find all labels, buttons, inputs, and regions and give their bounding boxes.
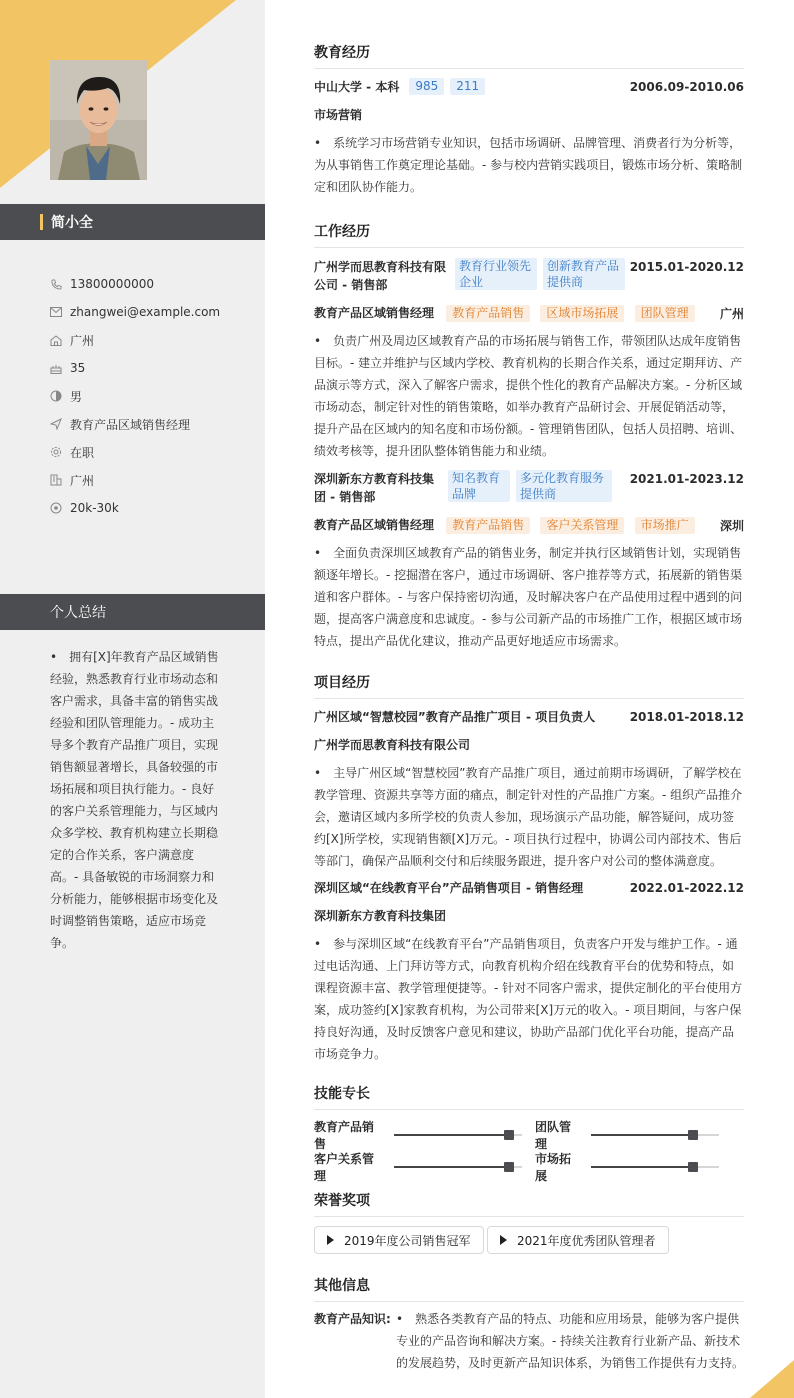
work-skill-2a: 教育产品销售 bbox=[446, 517, 530, 534]
project-name-1: 广州区域“智慧校园”教育产品推广项目 - 项目负责人 bbox=[314, 710, 596, 724]
work-skill-1c: 团队管理 bbox=[635, 305, 695, 322]
work-tag-1b: 创新教育产品提供商 bbox=[543, 258, 625, 290]
contact-status bbox=[50, 438, 260, 466]
work-head-2 bbox=[314, 470, 744, 506]
work-date-2: 2021.01-2023.12 bbox=[629, 472, 744, 486]
contact-phone-text: 13800000000 bbox=[70, 277, 154, 291]
award-item-2 bbox=[487, 1226, 669, 1254]
project-entry-2 bbox=[314, 879, 744, 1065]
status-icon bbox=[50, 446, 62, 458]
contact-location bbox=[50, 326, 260, 354]
summary-text: • 拥有[X]年教育产品区域销售经验，熟悉教育行业市场动态和客户需求，具备丰富的销售实战经验和团队管理能力。- 成功主导多个教育产品推广项目，实现销售额显著增长，具备较强的市场拓展和项目执行能力。- 良好的客户关系管理能力，与区域内众多学校、教育机构建立长期稳定的合作关系，客户满意度高。- 具备敏锐的市场洞察力和分析能力，能够根据市场变化及时调整销售策略，适应市场竞争。 bbox=[50, 650, 219, 950]
education-school: 中山大学 - 本科 bbox=[314, 80, 400, 94]
project-org-2: 深圳新东方教育科技集团 bbox=[314, 909, 447, 923]
city-icon bbox=[50, 474, 62, 486]
skill-bar-fill bbox=[591, 1134, 693, 1136]
work-skill-2c: 市场推广 bbox=[635, 517, 695, 534]
gender-icon bbox=[50, 390, 62, 402]
mail-icon bbox=[50, 306, 62, 318]
project-org-1: 广州学而思教育科技有限公司 bbox=[314, 738, 471, 752]
education-tag-985: 985 bbox=[409, 78, 444, 95]
contact-gender-text: 男 bbox=[70, 389, 83, 404]
contact-email bbox=[50, 298, 260, 326]
contact-phone bbox=[50, 270, 260, 298]
skill-bar-knob bbox=[504, 1130, 514, 1140]
contact-location-text: 广州 bbox=[70, 333, 95, 348]
skill-bar bbox=[394, 1134, 522, 1136]
work-org-1: 广州学而思教育科技有限公司 - 销售部 bbox=[314, 260, 447, 292]
contact-status-text: 在职 bbox=[70, 445, 95, 460]
other-entry bbox=[314, 1308, 744, 1374]
skill-bar bbox=[394, 1166, 522, 1168]
contact-job bbox=[50, 410, 260, 438]
awards-title: 荣誉奖项 bbox=[314, 1190, 744, 1217]
education-title: 教育经历 bbox=[314, 42, 744, 69]
other-label: 教育产品知识: bbox=[314, 1312, 391, 1326]
education-desc: • 系统学习市场营销专业知识，包括市场调研、品牌管理、消费者行为分析等，为从事销售工作奠定理论基础。- 参与校内营销实践项目，锻炼市场分析、策略制定和团队协作能力。 bbox=[314, 136, 743, 194]
contact-city bbox=[50, 466, 260, 494]
education-entry bbox=[314, 78, 744, 198]
work-position-1: 教育产品区域销售经理 bbox=[314, 306, 435, 320]
award-item-1 bbox=[314, 1226, 484, 1254]
work-title: 工作经历 bbox=[314, 221, 744, 248]
work-skill-2b: 客户关系管理 bbox=[540, 517, 624, 534]
skill-name: 客户关系管理 bbox=[314, 1152, 375, 1183]
work-tag-1a: 教育行业领先企业 bbox=[455, 258, 537, 290]
skill-item bbox=[535, 1118, 719, 1152]
work-desc-1: • 负责广州及周边区域教育产品的市场拓展与销售工作，带领团队达成年度销售目标。- 建立并维护与区域内学校、教育机构的长期合作关系，通过定期拜访、产品演示等方式，深入了解客户需求，提供个性化的教育产品解决方案。- 分析区域市场动态，制定针对性的销售策略，如举办教育产品研讨会、开展促销活动等，提升产品在区域内的知名度和市场份额。- 管理销售团队，包括人员招聘、培训、绩效考核等，提升团队整体销售能力和业绩。 bbox=[314, 334, 743, 458]
work-position-row-2 bbox=[314, 516, 744, 534]
contact-salary bbox=[50, 494, 260, 522]
skill-bar-knob bbox=[688, 1130, 698, 1140]
work-city-2: 深圳 bbox=[719, 518, 744, 533]
project-head-2 bbox=[314, 879, 744, 897]
award-text-2: 2021年度优秀团队管理者 bbox=[517, 1233, 656, 1248]
summary-title: 个人总结 bbox=[0, 594, 265, 630]
skill-item bbox=[314, 1118, 522, 1152]
skill-name: 教育产品销售 bbox=[314, 1120, 375, 1151]
other-title: 其他信息 bbox=[314, 1275, 744, 1302]
contact-job-text: 教育产品区域销售经理 bbox=[70, 417, 191, 432]
skill-bar-fill bbox=[591, 1166, 693, 1168]
work-skill-1b: 区域市场拓展 bbox=[540, 305, 624, 322]
skill-bar-knob bbox=[688, 1162, 698, 1172]
skill-item bbox=[314, 1150, 522, 1184]
contact-age-text: 35 bbox=[70, 361, 86, 375]
education-major: 市场营销 bbox=[314, 108, 363, 122]
skill-bar bbox=[591, 1166, 719, 1168]
work-tag-2b: 多元化教育服务提供商 bbox=[516, 470, 612, 502]
project-desc-1: • 主导广州区域“智慧校园”教育产品推广项目，通过前期市场调研，了解学校在教学管理、资源共享等方面的痛点，制定针对性的产品推广方案。- 组织产品推介会，邀请区域内多所学校的负责人参加，现场演示产品功能，解答疑问，成功签约[X]所学校，实现销售额[X]万元。- 项目执行过程中，协调公司内部技术、售后等部门，确保产品顺利交付和后续服务跟进，提升客户对公司的整体满意度。 bbox=[314, 766, 743, 868]
work-position-row-1 bbox=[314, 304, 744, 322]
work-entry-2 bbox=[314, 470, 744, 652]
home-icon bbox=[50, 334, 62, 346]
phone-icon bbox=[50, 278, 62, 290]
skill-name: 团队管理 bbox=[535, 1120, 572, 1151]
work-skill-1a: 教育产品销售 bbox=[446, 305, 530, 322]
job-icon bbox=[50, 418, 62, 430]
play-icon bbox=[327, 1235, 334, 1245]
skill-bar-fill bbox=[394, 1134, 509, 1136]
name-accent bbox=[40, 214, 43, 230]
skill-name: 市场拓展 bbox=[535, 1152, 572, 1183]
skill-bar-knob bbox=[504, 1162, 514, 1172]
work-city-1: 广州 bbox=[719, 306, 744, 321]
name-bar bbox=[0, 204, 265, 240]
salary-icon bbox=[50, 502, 62, 514]
sidebar bbox=[0, 0, 265, 1398]
age-icon bbox=[50, 362, 62, 374]
contact-age bbox=[50, 354, 260, 382]
project-date-1: 2018.01-2018.12 bbox=[629, 710, 744, 724]
skill-bar-fill bbox=[394, 1166, 509, 1168]
contact-gender bbox=[50, 382, 260, 410]
contact-salary-text: 20k-30k bbox=[70, 501, 119, 515]
project-entry-1 bbox=[314, 708, 744, 872]
education-head bbox=[314, 78, 744, 96]
project-head-1 bbox=[314, 708, 744, 726]
project-desc-2: • 参与深圳区域“在线教育平台”产品销售项目，负责客户开发与维护工作。- 通过电话沟通、上门拜访等方式，向教育机构介绍在线教育平台的优势和特点，如课程资源丰富、教学管理便捷等。- 针对不同客户需求，提供定制化的平台使用方案，成功签约[X]家教育机构，为公司带来[X]万元的收入。- 项目期间，与客户保持良好沟通，及时反馈客户意见和建议，协助产品部门优化平台功能，提高产品市场竞争力。 bbox=[314, 937, 743, 1061]
project-date-2: 2022.01-2022.12 bbox=[629, 881, 744, 895]
project-name-2: 深圳区域“在线教育平台”产品销售项目 - 销售经理 bbox=[314, 881, 584, 895]
skill-item bbox=[535, 1150, 719, 1184]
skills-title: 技能专长 bbox=[314, 1083, 744, 1110]
contact-city-text: 广州 bbox=[70, 473, 95, 488]
work-org-2: 深圳新东方教育科技集团 - 销售部 bbox=[314, 472, 435, 504]
work-desc-2: • 全面负责深圳区域教育产品的销售业务，制定并执行区域销售计划，实现销售额逐年增长。- 挖掘潜在客户，通过市场调研、客户推荐等方式，拓展新的销售渠道和客户群体。- 与客户保持密切沟通，及时解决客户在产品使用过程中遇到的问题，提高客户满意度和忠诚度。- 参与公司新产品的市场推广工作，根据区域市场特点，提出产品优化建议，推动产品更好地适应市场需求。 bbox=[314, 546, 743, 648]
projects-title: 项目经历 bbox=[314, 672, 744, 699]
play-icon bbox=[500, 1235, 507, 1245]
contact-list bbox=[50, 270, 260, 522]
skill-bar bbox=[591, 1134, 719, 1136]
work-entry-1 bbox=[314, 258, 744, 462]
education-date: 2006.09-2010.06 bbox=[629, 80, 744, 94]
work-date-1: 2015.01-2020.12 bbox=[629, 260, 744, 274]
work-head-1 bbox=[314, 258, 744, 294]
award-text-1: 2019年度公司销售冠军 bbox=[344, 1233, 471, 1248]
other-text: • 熟悉各类教育产品的特点、功能和应用场景，能够为客户提供专业的产品咨询和解决方案。- 持续关注教育行业新产品、新技术的发展趋势，及时更新产品知识体系，为销售工作提供有力支持。 bbox=[396, 1312, 745, 1370]
education-tag-211: 211 bbox=[450, 78, 485, 95]
contact-email-text: zhangwei@example.com bbox=[70, 305, 221, 319]
decorative-corner-bottom bbox=[750, 1360, 794, 1398]
work-position-2: 教育产品区域销售经理 bbox=[314, 518, 435, 532]
candidate-name: 简小全 bbox=[51, 215, 93, 231]
avatar bbox=[50, 60, 147, 180]
work-tag-2a: 知名教育品牌 bbox=[448, 470, 510, 502]
